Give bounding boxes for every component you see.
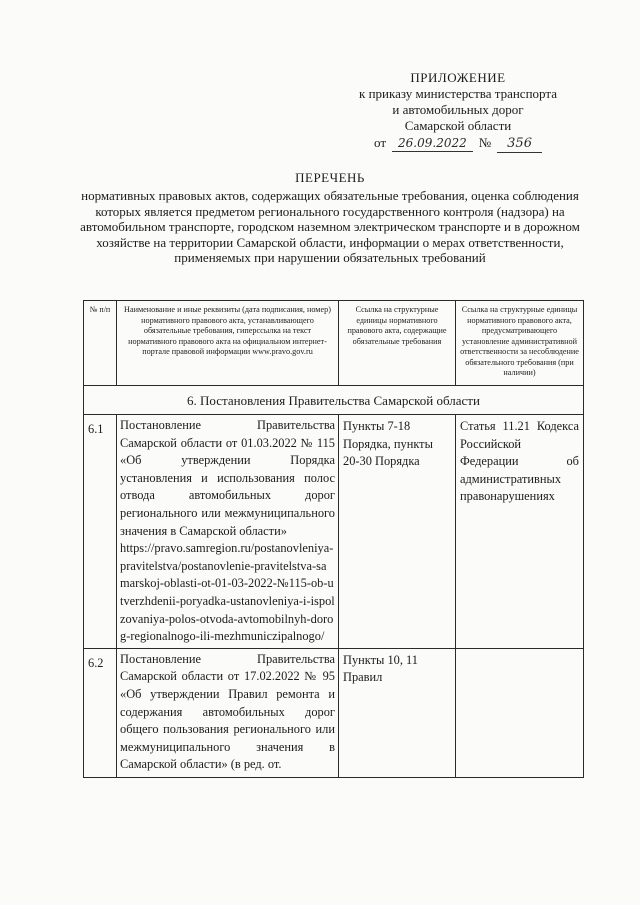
from-label: от [374,135,387,150]
acts-table [83,300,584,778]
row-act: Постановление Правительства Самарской области от 17.02.2022 № 95 «Об утверждении Правил ремонта и содержания автомобильных дорог общего пользования регионального или межмуниципального значения в Самарской области» (в ред. от. [120,651,335,772]
row-requirements: Пункты 10, 11 Правил [339,648,456,777]
appendix-line-3: Самарской области [404,118,512,133]
header-requirements: Ссылка на структурные единицы нормативного правового акта, содержащие обязательные требования [339,301,456,386]
table-row [84,415,584,649]
row-act-link[interactable]: https://pravo.samregion.ru/postanovleniya-pravitelstva/postanovlenie-pravitelstva-samarskoj-oblasti-ot-01-03-2022-№115-ob-utverzhdenii-poryadka-ustanovleniya-i-ispolzovaniya-polos-otvoda-avtomobilnyh-dorog-regionalnogo-ili-mezhmuniczipalnogo/ [120,541,335,644]
list-header [70,170,590,266]
row-act: Постановление Правительства Самарской области от 01.03.2022 № 115 «Об утверждении Порядка установления и использования полос отвода автомобильных дорог регионального или межмуниципального значения в Самарской области» [120,418,335,538]
list-description: нормативных правовых актов, содержащих обязательные требования, оценка соблюдения которых является предметом регионального государственного контроля (надзора) на автомобильном транспорте, городском наземном электрическом транспорте и в дорожном хозяйстве на территории Самарской области, информации о мерах ответственности, применяемых при нарушении обязательных требований [80,188,580,265]
row-number: 6.2 [84,648,117,777]
appendix-line-2: и автомобильных дорог [392,102,524,117]
table-header-row [84,301,584,386]
order-date-line [340,135,576,153]
row-act-clip [120,651,335,775]
row-act-cell [117,415,339,649]
list-title: ПЕРЕЧЕНЬ [295,170,365,185]
row-number: 6.1 [84,415,117,649]
order-date: 26.09.2022 [392,135,473,152]
row-act-cell [117,648,339,777]
number-label: № [478,135,492,150]
section-title: 6. Постановления Правительства Самарской области [84,385,584,415]
header-act: Наименование и иные реквизиты (дата подписания, номер) нормативного правового акта, устанавливающего обязательные требования, гиперссылка на текст нормативного правового акта на официальном интернет-портале правовой информации www.pravo.gov.ru [117,301,339,386]
appendix-title: ПРИЛОЖЕНИЕ [410,70,506,85]
order-number: 356 [497,136,542,153]
row-liability: Статья 11.21 Кодекса Российской Федерации об административных правонарушениях [456,415,584,649]
row-requirements: Пункты 7-18 Порядка, пункты 20-30 Порядка [339,415,456,649]
table-row [84,648,584,777]
header-number: № п/п [84,301,117,386]
appendix-block [340,70,576,153]
header-liability: Ссылка на структурные единицы нормативного правового акта, предусматривающего установление административной ответственности за несоблюдение обязательного требования (при наличии) [456,301,584,386]
appendix-line-1: к приказу министерства транспорта [359,86,557,101]
section-row [84,385,584,415]
row-liability [456,648,584,777]
